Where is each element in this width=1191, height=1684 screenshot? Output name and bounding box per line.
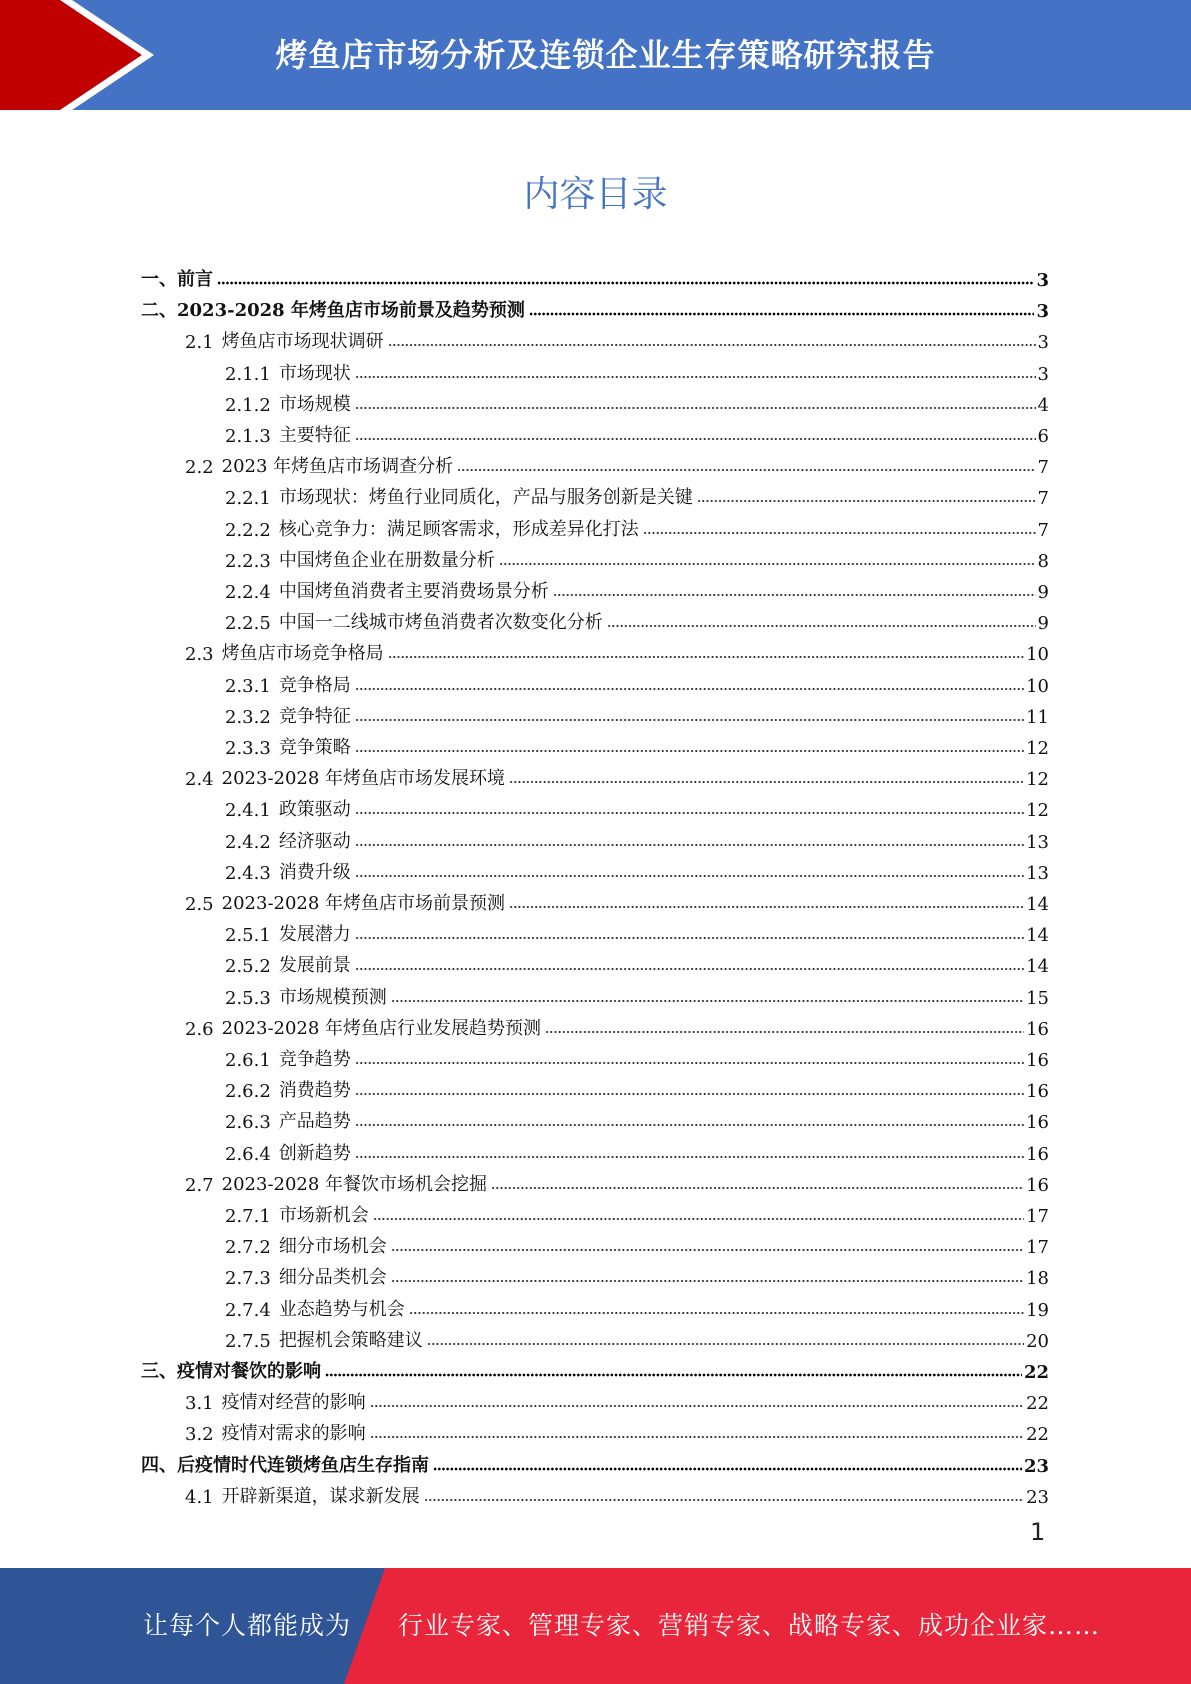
toc-entry-title: 创新趋势 (278, 1142, 351, 1164)
toc-dot-leader (509, 899, 1024, 909)
toc-dot-leader (355, 805, 1024, 815)
toc-entry[interactable] (185, 759, 1049, 790)
toc-entry-title: 业态趋势与机会 (278, 1298, 405, 1320)
toc-entry-page: 16 (1026, 1050, 1049, 1071)
toc-dot-leader (433, 1461, 1022, 1471)
toc-entry-page: 10 (1026, 675, 1049, 697)
toc-entry-number: 2.4.2 (225, 831, 271, 853)
toc-entry-page: 22 (1026, 1393, 1049, 1415)
toc-entry[interactable] (225, 666, 1049, 697)
toc-dot-leader (553, 587, 1036, 597)
toc-entry[interactable] (225, 1227, 1049, 1258)
toc-entry-title: 竞争特征 (278, 705, 351, 727)
toc-entry-number: 2.2.2 (225, 519, 271, 541)
toc-entry-number: 2.6.1 (225, 1050, 271, 1071)
toc-entry-page: 7 (1037, 488, 1049, 510)
toc-entry-number: 2.5.3 (225, 987, 271, 1009)
footer-slogan-right: 行业专家、管理专家、营销专家、战略专家、成功企业家…… (398, 1611, 1101, 1640)
toc-entry[interactable] (225, 915, 1049, 946)
toc-entry-number: 2.7.5 (225, 1330, 271, 1352)
toc-entry-page: 4 (1037, 394, 1049, 416)
toc-entry[interactable] (225, 354, 1049, 385)
toc-entry-title: 烤鱼店市场竞争格局 (221, 643, 384, 665)
toc-entry-number: 2.5 (185, 894, 214, 915)
toc-entry-page: 11 (1026, 706, 1049, 728)
toc-entry-title: 竞争格局 (278, 674, 351, 696)
toc-entry-page: 12 (1026, 800, 1049, 822)
toc-entry-page: 7 (1037, 519, 1049, 541)
toc-entry-number: 2.2.1 (225, 488, 271, 510)
toc-dot-leader (217, 275, 1034, 285)
toc-entry-page: 22 (1026, 1424, 1049, 1446)
toc-entry-page: 9 (1037, 613, 1049, 635)
toc-entry-title: 2023 年烤鱼店市场调查分析 (221, 456, 454, 478)
toc-entry-number: 2.2 (185, 457, 214, 479)
toc-dot-leader (491, 1180, 1024, 1190)
toc-entry-title: 疫情对需求的影响 (221, 1423, 366, 1445)
toc-entry-page: 6 (1037, 426, 1049, 447)
toc-entry-number: 2.7.2 (225, 1237, 271, 1259)
report-title: 烤鱼店市场分析及连锁企业生存策略研究报告 (275, 36, 936, 74)
toc-entry-page: 22 (1023, 1362, 1049, 1383)
toc-dot-leader (509, 774, 1024, 784)
toc-entry[interactable] (225, 946, 1049, 977)
toc-entry-number: 2.6 (185, 1018, 214, 1040)
toc-entry-title: 后疫情时代连锁烤鱼店生存指南 (177, 1454, 429, 1476)
toc-entry-number: 2.7 (185, 1174, 214, 1196)
toc-entry-title: 消费趋势 (278, 1080, 351, 1102)
toc-dot-leader (355, 681, 1024, 691)
toc-entry-title: 竞争策略 (278, 737, 351, 758)
toc-entry-number: 2.3.1 (225, 675, 271, 697)
toc-entry[interactable] (225, 603, 1049, 634)
toc-entry-page: 16 (1026, 1081, 1049, 1103)
toc-entry-page: 16 (1026, 1112, 1049, 1134)
toc-entry[interactable] (185, 1165, 1049, 1196)
toc-entry-title: 竞争趋势 (278, 1049, 351, 1070)
toc-entry-number: 2.1 (185, 332, 214, 354)
toc-entry-title: 消费升级 (278, 861, 351, 883)
toc-entry-number: 2.1.3 (225, 426, 271, 447)
toc-entry-title: 细分品类机会 (278, 1267, 387, 1289)
toc-entry-page: 10 (1026, 644, 1049, 666)
toc-entry[interactable] (225, 478, 1049, 509)
toc-entry-title: 疫情对经营的影响 (221, 1392, 366, 1414)
toc-entry[interactable] (225, 510, 1049, 541)
toc-entry-number: 四、 (141, 1454, 177, 1476)
toc-entry-page: 23 (1023, 1455, 1049, 1477)
toc-entry[interactable] (225, 1040, 1049, 1071)
toc-dot-leader (355, 712, 1024, 722)
toc-entry[interactable] (141, 260, 1049, 291)
toc-dot-leader (355, 400, 1036, 410)
toc-dot-leader (388, 337, 1036, 347)
toc-entry-number: 2.3.3 (225, 738, 271, 759)
toc-entry-number: 一、 (141, 269, 177, 290)
toc-dot-leader (457, 462, 1035, 472)
toc-dot-leader (355, 1149, 1024, 1159)
toc-dot-leader (499, 556, 1036, 566)
toc-entry[interactable] (225, 728, 1049, 759)
toc-dot-leader (409, 1305, 1024, 1315)
toc-entry[interactable] (225, 1102, 1049, 1133)
toc-entry-number: 2.7.4 (225, 1299, 271, 1321)
toc-entry-number: 2.5.1 (225, 925, 271, 947)
toc-entry-title: 开辟新渠道，谋求新发展 (221, 1485, 420, 1507)
toc-entry[interactable] (225, 541, 1049, 572)
toc-entry[interactable] (225, 1134, 1049, 1165)
toc-entry[interactable] (185, 1383, 1049, 1414)
toc-entry[interactable] (185, 1414, 1049, 1445)
toc-dot-leader (355, 930, 1024, 940)
toc-entry-number: 2.6.2 (225, 1081, 271, 1103)
toc-entry[interactable] (225, 697, 1049, 728)
toc-entry[interactable] (225, 822, 1049, 853)
toc-entry-number: 2.3.2 (225, 706, 271, 728)
toc-dot-leader (355, 1055, 1024, 1065)
toc-dot-leader (607, 618, 1036, 628)
toc-entry-page: 18 (1026, 1268, 1049, 1290)
toc-entry-number: 2.1.2 (225, 394, 271, 416)
toc-entry-page: 12 (1026, 769, 1049, 791)
toc-entry-page: 20 (1026, 1330, 1049, 1352)
toc-entry[interactable] (225, 1290, 1049, 1321)
toc-entry[interactable] (185, 884, 1049, 915)
toc-entry-number: 2.1.1 (225, 363, 271, 385)
toc-entry-page: 16 (1026, 1018, 1049, 1040)
toc-entry-title: 中国烤鱼消费者主要消费场景分析 (278, 581, 549, 602)
toc-entry-page: 3 (1037, 363, 1049, 385)
toc-entry[interactable] (185, 634, 1049, 665)
toc-entry-title: 发展前景 (278, 955, 351, 977)
toc-entry-title: 产品趋势 (278, 1111, 351, 1133)
toc-entry[interactable] (185, 447, 1049, 478)
toc-entry-title: 市场新机会 (278, 1205, 369, 1226)
toc-entry-title: 疫情对餐饮的影响 (177, 1361, 321, 1382)
page-header (0, 0, 1191, 111)
toc-entry-number: 2.2.5 (225, 613, 271, 635)
toc-dot-leader (427, 1336, 1024, 1346)
toc-entry-title: 2023-2028 年餐饮市场机会挖掘 (221, 1173, 488, 1195)
toc-entry-title: 市场规模 (278, 393, 351, 415)
toc-entry-title: 2023-2028 年烤鱼店市场前景及趋势预测 (177, 300, 525, 322)
toc-entry[interactable] (141, 1446, 1049, 1477)
toc-entry[interactable] (225, 1071, 1049, 1102)
toc-dot-leader (391, 1273, 1024, 1283)
footer-slogan-left: 让每个人都能成为 (143, 1611, 352, 1640)
toc-dot-leader (424, 1492, 1024, 1502)
toc-entry-number: 2.7.1 (225, 1206, 271, 1227)
toc-entry-number: 2.4 (185, 769, 214, 791)
toc-entry-page: 23 (1026, 1486, 1049, 1508)
toc-entry-page: 8 (1037, 550, 1049, 572)
toc-entry[interactable] (225, 853, 1049, 884)
toc-entry-page: 3 (1037, 332, 1049, 354)
toc-entry-number: 2.2.3 (225, 550, 271, 572)
toc-entry-number: 3.2 (185, 1424, 214, 1446)
toc-entry-title: 中国一二线城市烤鱼消费者次数变化分析 (278, 612, 603, 634)
toc-entry-title: 中国烤鱼企业在册数量分析 (278, 549, 495, 571)
toc-entry-title: 2023-2028 年烤鱼店市场发展环境 (221, 768, 506, 790)
toc-entry-title: 核心竞争力：满足顾客需求，形成差异化打法 (278, 518, 639, 540)
toc-entry-number: 2.6.4 (225, 1143, 271, 1165)
toc-heading: 内容目录 (523, 174, 668, 215)
toc-entry-number: 2.4.1 (225, 800, 271, 822)
toc-entry[interactable] (185, 1477, 1049, 1508)
toc-entry[interactable] (225, 978, 1049, 1009)
toc-entry-page: 7 (1037, 457, 1049, 479)
toc-entry[interactable] (225, 416, 1049, 447)
page-footer (0, 1568, 1191, 1684)
toc-entry-number: 2.6.3 (225, 1112, 271, 1134)
toc-entry-title: 发展潜力 (278, 924, 351, 946)
toc-entry-page: 13 (1026, 862, 1049, 884)
toc-entry-page: 19 (1026, 1299, 1049, 1321)
toc-entry-page: 9 (1037, 582, 1049, 603)
toc-entry-page: 16 (1026, 1143, 1049, 1165)
toc-dot-leader (355, 1117, 1024, 1127)
toc-dot-leader (388, 649, 1024, 659)
toc-entry[interactable] (141, 1352, 1049, 1383)
toc-entry-title: 把握机会策略建议 (278, 1329, 423, 1351)
toc-entry-title: 政策驱动 (278, 799, 351, 821)
toc-dot-leader (325, 1367, 1022, 1377)
toc-dot-leader (355, 369, 1036, 379)
toc-dot-leader (370, 1429, 1024, 1439)
toc-entry-number: 2.3 (185, 644, 214, 666)
toc-entry[interactable] (225, 1196, 1049, 1227)
toc-entry-page: 14 (1026, 956, 1049, 978)
toc-dot-leader (697, 493, 1036, 503)
toc-entry-page: 17 (1026, 1237, 1049, 1259)
toc-entry[interactable] (225, 1258, 1049, 1289)
toc-entry-number: 4.1 (185, 1486, 214, 1508)
toc-dot-leader (355, 431, 1036, 441)
toc-entry-page: 17 (1026, 1206, 1049, 1227)
toc-dot-leader (355, 743, 1024, 753)
toc-dot-leader (355, 961, 1024, 971)
toc-entry-title: 细分市场机会 (278, 1236, 387, 1258)
toc-dot-leader (391, 1242, 1024, 1252)
toc-entry-title: 2023-2028 年烤鱼店行业发展趋势预测 (221, 1017, 542, 1039)
toc-dot-leader (391, 993, 1024, 1003)
toc-entry-number: 2.7.3 (225, 1268, 271, 1290)
toc-entry[interactable] (225, 572, 1049, 603)
toc-entry-page: 14 (1026, 894, 1049, 915)
toc-entry-number: 2.2.4 (225, 582, 271, 603)
toc-dot-leader (355, 837, 1024, 847)
toc-entry-number: 2.4.3 (225, 862, 271, 884)
toc-entry-title: 市场现状：烤鱼行业同质化，产品与服务创新是关键 (278, 487, 693, 509)
toc-entry[interactable] (225, 385, 1049, 416)
toc-entry-title: 市场现状 (278, 362, 351, 384)
toc-dot-leader (355, 1086, 1024, 1096)
toc-entry-page: 14 (1026, 925, 1049, 947)
toc-dot-leader (355, 868, 1024, 878)
toc-entry-title: 主要特征 (278, 425, 351, 446)
toc-dot-leader (373, 1211, 1024, 1221)
toc-entry-number: 3.1 (185, 1393, 214, 1415)
toc-entry-title: 经济驱动 (278, 830, 351, 852)
toc-entry-title: 市场规模预测 (278, 986, 387, 1008)
toc-entry-number: 三、 (141, 1361, 177, 1382)
toc-entry-page: 16 (1026, 1174, 1049, 1196)
toc-dot-leader (643, 525, 1036, 535)
toc-entry-page: 15 (1026, 987, 1049, 1009)
toc-entry-page: 13 (1026, 831, 1049, 853)
toc-entry-number: 2.5.2 (225, 956, 271, 978)
toc-entry-number: 二、 (141, 300, 177, 322)
toc-dot-leader (529, 306, 1035, 316)
toc-entry-title: 2023-2028 年烤鱼店市场前景预测 (221, 893, 506, 914)
toc-entry[interactable] (225, 1321, 1049, 1352)
toc-dot-leader (545, 1024, 1024, 1034)
toc-dot-leader (370, 1398, 1024, 1408)
toc-entry-title: 烤鱼店市场现状调研 (221, 331, 384, 353)
toc-entry-title: 前言 (177, 269, 213, 290)
toc-entry-page: 3 (1036, 301, 1049, 323)
toc-entry-page: 3 (1036, 270, 1049, 291)
toc-entry[interactable] (141, 291, 1049, 322)
toc-entry-page: 12 (1026, 738, 1049, 759)
page-number: 1 (1030, 1518, 1046, 1546)
toc-entry[interactable] (185, 1009, 1049, 1040)
toc-entry[interactable] (225, 790, 1049, 821)
toc-entry[interactable] (185, 322, 1049, 353)
